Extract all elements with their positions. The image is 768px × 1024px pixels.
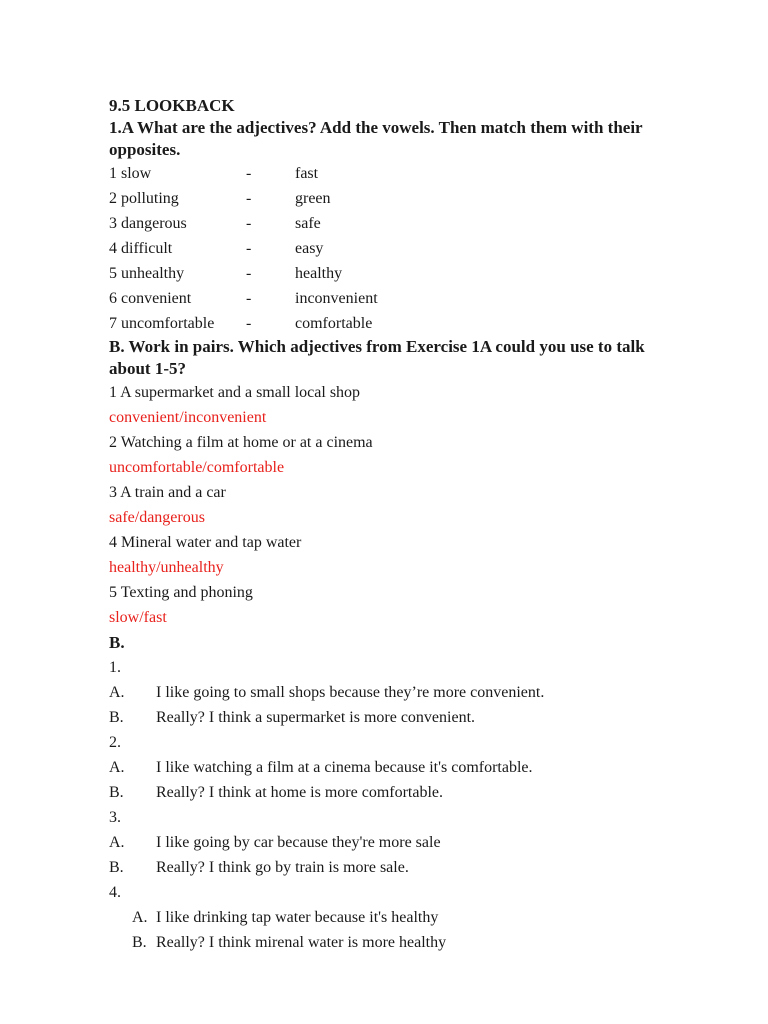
- dialogue-line-a: [109, 755, 709, 780]
- dialogue-line-b: [109, 855, 709, 880]
- pair-separator: -: [246, 165, 252, 182]
- adjective-word: 6 convenient: [109, 290, 192, 307]
- speaker-letter: B.: [109, 784, 124, 801]
- pair-separator: -: [246, 315, 252, 332]
- adjective-word: 7 uncomfortable: [109, 315, 215, 332]
- speaker-letter: A.: [109, 684, 125, 701]
- opposite-word: easy: [295, 240, 324, 257]
- opposite-word: safe: [295, 215, 321, 232]
- dialogues-heading: B.: [109, 633, 125, 652]
- opposite-word: fast: [295, 165, 319, 182]
- exercise-b-answer: convenient/inconvenient: [109, 409, 267, 426]
- opposites-row: [109, 236, 378, 261]
- dialogue-text: I like going by car because they're more sale: [156, 834, 441, 851]
- section-title: 9.5 LOOKBACK: [109, 96, 235, 115]
- opposites-row: [109, 261, 378, 286]
- pair-separator: -: [246, 240, 252, 257]
- dialogue-text: Really? I think mirenal water is more healthy: [156, 934, 447, 951]
- opposite-word: inconvenient: [295, 290, 378, 307]
- exercise-b-prompt: 2 Watching a film at home or at a cinema: [109, 434, 373, 451]
- exercise-b-prompt: 4 Mineral water and tap water: [109, 534, 302, 551]
- opposites-row: [109, 211, 378, 236]
- exercise-b-answer: slow/fast: [109, 609, 167, 626]
- adjective-word: 4 difficult: [109, 240, 173, 257]
- dialogue-number: 4.: [109, 884, 121, 901]
- opposite-word: healthy: [295, 265, 343, 282]
- opposite-word: green: [295, 190, 331, 207]
- dialogue-line-a: [109, 830, 709, 855]
- opposites-row: [109, 161, 378, 186]
- opposites-table: [109, 161, 378, 336]
- adjective-word: 2 polluting: [109, 190, 179, 207]
- exercise-b-prompt: 5 Texting and phoning: [109, 584, 253, 601]
- exercise-b-prompt: 3 A train and a car: [109, 484, 226, 501]
- exercise-b-items: [109, 380, 709, 630]
- speaker-letter: B.: [109, 709, 124, 726]
- exercise-b-answer: safe/dangerous: [109, 509, 205, 526]
- adjective-word: 5 unhealthy: [109, 265, 185, 282]
- dialogue-line-a: [109, 905, 709, 930]
- dialogue-text: I like drinking tap water because it's healthy: [156, 909, 439, 926]
- speaker-letter: B.: [132, 934, 147, 951]
- pair-separator: -: [246, 290, 252, 307]
- speaker-letter: A.: [109, 759, 125, 776]
- dialogue-number: 2.: [109, 734, 121, 751]
- speaker-letter: A.: [109, 834, 125, 851]
- exercise-b-prompt: 1 A supermarket and a small local shop: [109, 384, 361, 401]
- opposites-row: [109, 186, 378, 211]
- dialogue-line-b: [109, 780, 709, 805]
- document-page: [109, 95, 709, 955]
- adjective-word: 1 slow: [109, 165, 152, 182]
- dialogue-text: Really? I think go by train is more sale.: [156, 859, 409, 876]
- adjective-word: 3 dangerous: [109, 215, 187, 232]
- exercise-b-answer: healthy/unhealthy: [109, 559, 224, 576]
- dialogues-list: [109, 655, 709, 955]
- exercise-b-answer: uncomfortable/comfortable: [109, 459, 285, 476]
- dialogue-line-b: [109, 930, 709, 955]
- opposites-row: [109, 286, 378, 311]
- exercise-1a-instruction-line1: 1.A What are the adjectives? Add the vowels. Then match them with their: [109, 118, 643, 137]
- dialogue-number: 3.: [109, 809, 121, 826]
- dialogue-line-b: [109, 705, 709, 730]
- dialogue-text: I like watching a film at a cinema because it's comfortable.: [156, 759, 533, 776]
- dialogue-text: Really? I think a supermarket is more convenient.: [156, 709, 476, 726]
- speaker-letter: A.: [132, 909, 148, 926]
- dialogue-text: I like going to small shops because they’re more convenient.: [156, 684, 545, 701]
- speaker-letter: B.: [109, 859, 124, 876]
- pair-separator: -: [246, 265, 252, 282]
- exercise-b-instruction-line1: B. Work in pairs. Which adjectives from Exercise 1A could you use to talk: [109, 337, 645, 356]
- dialogue-line-a: [109, 680, 709, 705]
- dialogue-text: Really? I think at home is more comfortable.: [156, 784, 444, 801]
- exercise-1a-instruction-line2: opposites.: [109, 140, 181, 159]
- dialogue-number: 1.: [109, 659, 121, 676]
- opposites-row: [109, 311, 378, 336]
- exercise-b-instruction-line2: about 1-5?: [109, 359, 186, 378]
- pair-separator: -: [246, 215, 252, 232]
- pair-separator: -: [246, 190, 252, 207]
- opposite-word: comfortable: [295, 315, 373, 332]
